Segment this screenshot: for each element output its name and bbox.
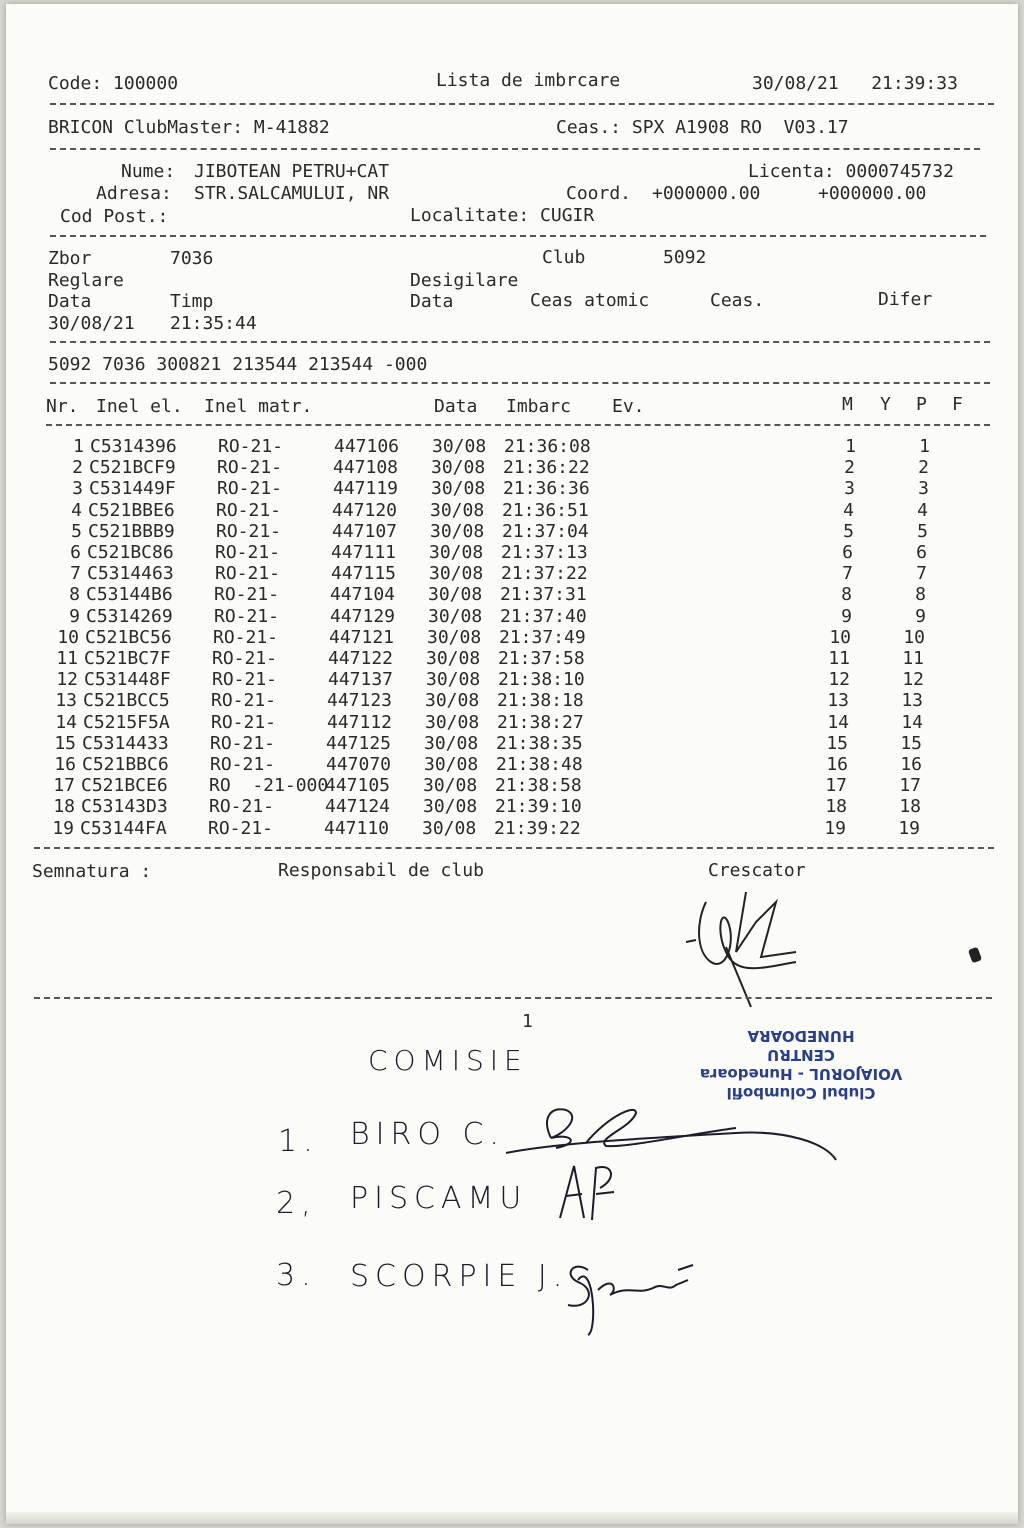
table-row xyxy=(6,478,1018,499)
table-row xyxy=(6,754,1018,775)
address-value: STR.SALCAMULUI, NR xyxy=(194,183,390,204)
handwritten-number-3: 3. xyxy=(276,1258,317,1293)
club-responsible-label: Responsabil de club xyxy=(278,860,484,881)
cell-date: 30/08 xyxy=(430,499,485,521)
cell-ring-electronic: C53143D3 xyxy=(81,796,168,818)
cell-ring-electronic: C53144FA xyxy=(80,817,167,839)
cell-p: 15 xyxy=(900,732,922,754)
cell-nr: 14 xyxy=(55,711,77,733)
cell-ring-number: 447125 xyxy=(326,732,392,754)
cell-time: 21:37:04 xyxy=(502,520,589,542)
postal-label: Cod Post.: xyxy=(60,206,169,227)
cell-p: 19 xyxy=(898,817,920,839)
cell-p: 14 xyxy=(901,711,923,733)
cell-ring-prefix: RO-21- xyxy=(213,626,279,648)
system-id: BRICON ClubMaster: M-41882 xyxy=(48,117,330,138)
cell-m: 7 xyxy=(842,563,853,585)
print-datetime: 30/08/21 21:39:33 xyxy=(752,73,958,94)
cell-ring-number: 447121 xyxy=(329,626,395,648)
divider xyxy=(50,235,986,237)
name-label: Nume: xyxy=(121,161,176,182)
cell-m: 11 xyxy=(828,648,850,669)
zbor-value: 7036 xyxy=(170,248,214,269)
cell-ring-electronic: C521BBC6 xyxy=(82,754,169,775)
breeder-label: Crescator xyxy=(708,860,806,881)
cell-date: 30/08 xyxy=(428,584,483,606)
table-row xyxy=(6,733,1018,754)
address-label: Adresa: xyxy=(96,183,172,204)
cell-ring-electronic: C531448F xyxy=(84,669,171,691)
cell-nr: 13 xyxy=(55,690,77,712)
cell-time: 21:38:10 xyxy=(498,669,585,691)
cell-ring-electronic: C5314433 xyxy=(82,732,169,754)
cell-ring-number: 447123 xyxy=(327,690,393,712)
cell-ring-electronic: C521BC86 xyxy=(87,542,174,563)
cell-ring-electronic: C521BCF9 xyxy=(89,457,176,479)
table-row xyxy=(6,818,1018,839)
cell-ring-prefix: RO-21- xyxy=(210,732,276,754)
cell-date: 30/08 xyxy=(427,626,482,648)
cell-nr: 1 xyxy=(73,436,84,457)
club-stamp xyxy=(686,1012,916,1102)
cell-nr: 8 xyxy=(69,584,80,606)
cell-time: 21:37:13 xyxy=(501,542,588,563)
cell-date: 30/08 xyxy=(424,732,479,754)
col-nr: Nr. xyxy=(46,396,79,417)
divider xyxy=(50,341,990,343)
cell-nr: 15 xyxy=(54,732,76,754)
data-label: Data xyxy=(48,291,92,312)
cell-p: 18 xyxy=(899,796,921,818)
page-number: 1 xyxy=(522,1011,533,1032)
col-ev: Ev. xyxy=(612,396,645,417)
cell-ring-number: 447070 xyxy=(326,754,392,775)
cell-m: 10 xyxy=(829,626,851,648)
cell-date: 30/08 xyxy=(424,754,479,775)
stamp-line: CENTRU xyxy=(767,1046,835,1064)
signature-label: Semnatura : xyxy=(32,861,152,882)
cell-p: 11 xyxy=(902,648,924,669)
cell-nr: 2 xyxy=(72,457,83,479)
cell-nr: 5 xyxy=(71,520,82,542)
cell-time: 21:38:18 xyxy=(497,690,584,712)
cell-m: 6 xyxy=(842,542,853,563)
cell-p: 17 xyxy=(899,775,921,797)
club-value: 5092 xyxy=(663,247,707,268)
cell-m: 1 xyxy=(845,436,856,457)
cell-time: 21:38:35 xyxy=(496,732,583,754)
table-row xyxy=(6,669,1018,690)
col-imbarc: Imbarc xyxy=(506,396,572,417)
cell-p: 3 xyxy=(918,478,929,500)
clock-label: Ceas. xyxy=(710,290,765,311)
cell-date: 30/08 xyxy=(426,669,481,691)
cell-date: 30/08 xyxy=(428,605,483,627)
zbor-label: Zbor xyxy=(48,248,92,269)
cell-ring-electronic: C5314463 xyxy=(87,563,174,585)
cell-nr: 3 xyxy=(72,478,83,500)
cell-ring-prefix: RO-21- xyxy=(217,478,283,500)
cell-time: 21:38:48 xyxy=(496,754,583,775)
cell-ring-number: 447120 xyxy=(332,499,398,521)
cell-ring-prefix: RO-21- xyxy=(211,711,277,733)
clock-id: Ceas.: SPX A1908 RO V03.17 xyxy=(556,117,849,138)
col-p: P xyxy=(916,394,927,415)
cell-m: 17 xyxy=(825,775,847,797)
breeder-signature xyxy=(666,882,816,1012)
cell-nr: 6 xyxy=(70,542,81,563)
cell-ring-electronic: C531449F xyxy=(89,478,176,500)
cell-date: 30/08 xyxy=(429,542,484,563)
handwritten-member-3: SCORPIE J. xyxy=(350,1259,569,1294)
cell-ring-prefix: RO-21- xyxy=(215,563,281,585)
member-1-signature xyxy=(496,1098,846,1168)
cell-date: 30/08 xyxy=(426,648,481,669)
cell-time: 21:36:36 xyxy=(503,478,590,500)
cell-nr: 19 xyxy=(52,817,74,839)
cell-m: 4 xyxy=(843,499,854,521)
cell-ring-electronic: C53144B6 xyxy=(86,584,173,606)
desigilare-label: Desigilare xyxy=(410,270,519,291)
cell-p: 4 xyxy=(917,499,928,521)
cell-nr: 9 xyxy=(69,605,80,627)
cell-ring-electronic: C5314269 xyxy=(86,605,173,627)
code-label: Code: 100000 xyxy=(48,73,179,94)
cell-m: 8 xyxy=(841,584,852,606)
cell-p: 16 xyxy=(900,754,922,775)
cell-p: 2 xyxy=(918,457,929,479)
table-row xyxy=(6,563,1018,584)
cell-ring-number: 447137 xyxy=(328,669,394,691)
cell-ring-number: 447105 xyxy=(325,775,391,797)
club-label: Club xyxy=(542,247,586,268)
divider xyxy=(34,997,992,999)
cell-p: 10 xyxy=(903,626,925,648)
cell-ring-electronic: C521BC56 xyxy=(85,626,172,648)
cell-ring-number: 447115 xyxy=(331,563,397,585)
cell-ring-electronic: C521BBE6 xyxy=(88,499,175,521)
document-title: Lista de imbrcare xyxy=(436,70,621,91)
cell-ring-number: 447111 xyxy=(331,542,397,563)
cell-time: 21:36:08 xyxy=(504,436,591,457)
table-row xyxy=(6,712,1018,733)
table-row xyxy=(6,690,1018,711)
cell-m: 19 xyxy=(824,817,846,839)
cell-ring-number: 447108 xyxy=(333,457,399,479)
cell-nr: 16 xyxy=(54,754,76,775)
handwritten-number-1: 1. xyxy=(278,1124,319,1159)
handwritten-number-2: 2, xyxy=(276,1186,317,1221)
divider xyxy=(50,103,994,105)
name-value: JIBOTEAN PETRU+CAT xyxy=(194,161,390,182)
cell-date: 30/08 xyxy=(432,436,487,457)
col-ring-electronic: Inel el. xyxy=(96,396,183,417)
cell-date: 30/08 xyxy=(425,690,480,712)
cell-ring-electronic: C521BCC5 xyxy=(83,690,170,712)
cell-time: 21:37:31 xyxy=(500,584,587,606)
reglare-label: Reglare xyxy=(48,270,124,291)
cell-ring-number: 447122 xyxy=(328,648,394,669)
table-row xyxy=(6,500,1018,521)
cell-m: 3 xyxy=(844,478,855,500)
cell-p: 7 xyxy=(916,563,927,585)
cell-ring-prefix: RO-21- xyxy=(215,542,281,563)
cell-time: 21:36:51 xyxy=(502,499,589,521)
handwritten-member-2: PISCAMU xyxy=(350,1181,528,1216)
cell-m: 2 xyxy=(844,457,855,479)
handwritten-commission-title: COMISIE xyxy=(368,1044,528,1077)
cell-ring-prefix: RO-21- xyxy=(211,690,277,712)
member-2-signature xyxy=(552,1158,622,1228)
cell-time: 21:37:40 xyxy=(500,605,587,627)
cell-ring-electronic: C5215F5A xyxy=(83,711,170,733)
table-row xyxy=(6,648,1018,669)
col-y: Y xyxy=(880,394,891,415)
paper-edge xyxy=(6,1512,1018,1524)
printed-sheet xyxy=(6,4,1018,1524)
cell-ring-number: 447129 xyxy=(330,605,396,627)
coord-x: +000000.00 xyxy=(652,183,761,204)
cell-ring-prefix: RO-21- xyxy=(212,648,278,669)
cell-time: 21:38:27 xyxy=(497,711,584,733)
cell-ring-electronic: C521BBB9 xyxy=(88,520,175,542)
cell-ring-electronic: C5314396 xyxy=(90,436,177,457)
cell-time: 21:37:49 xyxy=(499,626,586,648)
table-row xyxy=(6,796,1018,817)
cell-p: 1 xyxy=(919,436,930,457)
cell-time: 21:39:22 xyxy=(494,817,581,839)
difference-label: Difer xyxy=(878,289,933,310)
cell-date: 30/08 xyxy=(423,796,478,818)
cell-m: 18 xyxy=(825,796,847,818)
cell-date: 30/08 xyxy=(430,520,485,542)
cell-p: 6 xyxy=(916,542,927,563)
cell-nr: 17 xyxy=(53,775,75,797)
atomic-clock-label: Ceas atomic xyxy=(530,290,650,311)
cell-time: 21:37:22 xyxy=(501,563,588,585)
ink-mark xyxy=(968,947,982,964)
cell-ring-number: 447110 xyxy=(324,817,390,839)
cell-nr: 11 xyxy=(56,648,78,669)
coord-label: Coord. xyxy=(566,183,632,204)
table-row xyxy=(6,436,1018,457)
member-3-signature xyxy=(558,1250,708,1340)
stamp-line: Clubul Columbofil xyxy=(726,1084,876,1102)
cell-ring-prefix: RO-21- xyxy=(216,499,282,521)
col-ring-matricol: Inel matr. xyxy=(204,396,313,417)
table-row xyxy=(6,542,1018,563)
cell-ring-prefix: RO-21- xyxy=(214,584,280,606)
cell-nr: 7 xyxy=(70,563,81,585)
cell-ring-prefix: RO-21- xyxy=(212,669,278,691)
col-m: M xyxy=(842,394,853,415)
table-row xyxy=(6,606,1018,627)
cell-ring-number: 447104 xyxy=(330,584,396,606)
cell-ring-prefix: RO-21- xyxy=(216,520,282,542)
cell-ring-number: 447119 xyxy=(333,478,399,500)
cell-ring-electronic: C521BCE6 xyxy=(81,775,168,797)
cell-date: 30/08 xyxy=(431,457,486,479)
stamp-line: VOIAJORUL - Hunedoara xyxy=(699,1065,903,1083)
cell-ring-number: 447107 xyxy=(332,520,398,542)
cell-nr: 12 xyxy=(56,669,78,691)
cell-p: 8 xyxy=(915,584,926,606)
divider xyxy=(34,847,994,849)
table-row xyxy=(6,627,1018,648)
col-date: Data xyxy=(434,396,478,417)
table-row xyxy=(6,457,1018,478)
cell-ring-prefix: RO-21- xyxy=(214,605,280,627)
cell-nr: 10 xyxy=(57,626,79,648)
cell-ring-number: 447124 xyxy=(325,796,391,818)
cell-ring-prefix: RO-21- xyxy=(210,754,276,775)
cell-ring-prefix: RO-21- xyxy=(217,457,283,479)
cell-m: 12 xyxy=(828,669,850,691)
cell-nr: 4 xyxy=(71,499,82,521)
cell-m: 13 xyxy=(827,690,849,712)
cell-date: 30/08 xyxy=(425,711,480,733)
cell-p: 5 xyxy=(917,520,928,542)
divider xyxy=(50,148,980,150)
cell-m: 15 xyxy=(826,732,848,754)
cell-m: 9 xyxy=(841,605,852,627)
cell-ring-prefix: RO-21- xyxy=(209,796,275,818)
cell-ring-prefix: RO-21- xyxy=(218,436,284,457)
cell-date: 30/08 xyxy=(429,563,484,585)
timp-label: Timp xyxy=(170,291,214,312)
cell-m: 16 xyxy=(826,754,848,775)
cell-time: 21:39:10 xyxy=(495,796,582,818)
stamp-line: HUNEDOARA xyxy=(747,1027,855,1045)
flight-summary: 5092 7036 300821 213544 213544 -000 xyxy=(48,354,428,375)
cell-ring-prefix: RO-21- xyxy=(208,817,274,839)
locality: Localitate: CUGIR xyxy=(410,205,595,226)
data2-label: Data xyxy=(410,291,454,312)
cell-p: 12 xyxy=(902,669,924,691)
reglare-date: 30/08/21 xyxy=(48,313,135,334)
col-f: F xyxy=(952,394,963,415)
cell-time: 21:37:58 xyxy=(498,648,585,669)
handwritten-member-1: BIRO C. xyxy=(350,1117,505,1152)
cell-nr: 18 xyxy=(53,796,75,818)
cell-ring-number: 447106 xyxy=(334,436,400,457)
cell-date: 30/08 xyxy=(423,775,478,797)
cell-ring-number: 447112 xyxy=(327,711,393,733)
cell-m: 5 xyxy=(843,520,854,542)
table-row xyxy=(6,584,1018,605)
cell-p: 13 xyxy=(901,690,923,712)
table-row xyxy=(6,521,1018,542)
license: Licenta: 0000745732 xyxy=(748,161,954,182)
cell-time: 21:36:22 xyxy=(503,457,590,479)
cell-date: 30/08 xyxy=(422,817,477,839)
cell-ring-electronic: C521BC7F xyxy=(84,648,171,669)
table-row xyxy=(6,775,1018,796)
reglare-time: 21:35:44 xyxy=(170,313,257,334)
cell-m: 14 xyxy=(827,711,849,733)
cell-p: 9 xyxy=(915,605,926,627)
divider xyxy=(50,382,990,384)
coord-y: +000000.00 xyxy=(818,183,927,204)
cell-time: 21:38:58 xyxy=(495,775,582,797)
divider xyxy=(46,424,990,426)
cell-ring-prefix: RO -21-000 xyxy=(209,775,329,797)
cell-date: 30/08 xyxy=(431,478,486,500)
